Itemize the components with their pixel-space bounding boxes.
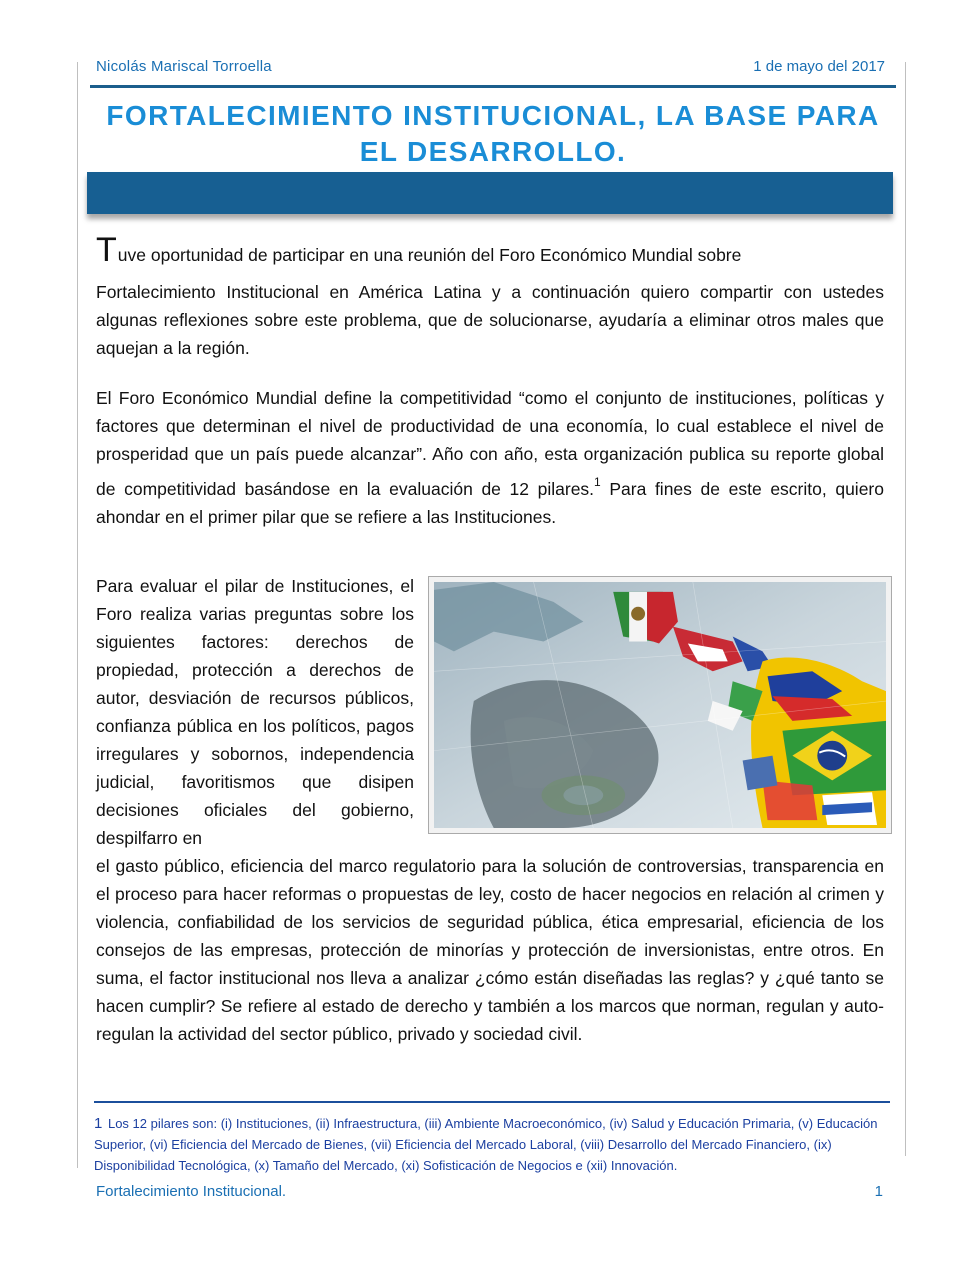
competitiveness-text: El Foro Económico Mundial define la competitividad “como el conjunto de instituciones, políticas y factores que determinan el nivel de productividad de una economía, lo cual establece el nivel de prosperidad que un país puede alcanzar”. Año con año, esta organización publica su reporte global de competitividad basándose en la evaluación de 12 pilares. (96, 388, 884, 499)
page-frame-right (905, 62, 906, 1156)
drop-cap: T (96, 231, 117, 269)
footnote (94, 1113, 884, 1176)
map-illustration (434, 582, 886, 828)
latin-america-flags-map-image (428, 576, 892, 834)
intro-rest-text: Fortalecimiento Institucional en América Latina y a continuación quiero compartir con ustedes algunas reflexiones sobre este problema, que de solucionarse, ayudaría a eliminar otros males que aquejan a la región. (96, 282, 884, 358)
page-frame-left (77, 62, 78, 1168)
footnote-reference[interactable]: 1 (594, 475, 601, 489)
footnote-mark: 1 (94, 1115, 103, 1132)
header-author: Nicolás Mariscal Torroella (96, 58, 272, 75)
page-number: 1 (874, 1183, 883, 1200)
footer-title: Fortalecimiento Institucional. (96, 1183, 287, 1200)
header-date: 1 de mayo del 2017 (753, 58, 885, 75)
document-title: FORTALECIMIENTO INSTITUCIONAL, LA BASE PARA EL DESARROLLO. (106, 100, 880, 167)
intro-first-line-text: uve oportunidad de participar en una reunión del Foro Económico Mundial sobre (117, 245, 742, 265)
paragraph-intro (96, 232, 884, 362)
paragraph-institutions-column: Para evaluar el pilar de Instituciones, el Foro realiza varias preguntas sobre los siguientes factores: derechos de propiedad, protección a derechos de autor, desviación de recursos públicos, confianza pública en los políticos, pagos irregulares y sobornos, independencia judicial, favoritismos que disipen decisiones oficiales del gobierno, despilfarro en (96, 576, 414, 848)
competitiveness-text-continued: Para fines de este escrito, quiero ahondar en el primer pilar que se refiere a las Instituciones. (96, 479, 884, 527)
footnote-text: Los 12 pilares son: (i) Instituciones, (ii) Infraestructura, (iii) Ambiente Macroeconómico, (iv) Salud y Educación Primaria, (v) Educación Superior, (vi) Eficiencia del Mercado de Bienes, (vii) Eficiencia del Mercado Laboral, (viii) Desarrollo del Mercado Financiero, (ix) Disponibilidad Tecnológica, (x) Tamaño del Mercado, (xi) Sofisticación de Negocios e (xii) Innovación. (94, 1116, 878, 1173)
footnote-divider (94, 1101, 890, 1103)
paragraph-competitiveness (96, 384, 884, 531)
paragraph-institutions-continued: el gasto público, eficiencia del marco regulatorio para la solución de controversias, transparencia en el proceso para hacer reformas o propuestas de ley, costo de hacer negocios en relación al crimen y violencia, confiabilidad de los servicios de seguridad pública, ética empresarial, eficiencia de los consejos de las empresas, protección de minorías y protección de inversionistas, entre otros. En suma, el factor institucional nos lleva a analizar ¿cómo están diseñadas las reglas? y ¿qué tanto se hacen cumplir? Se refiere al estado de derecho y también a los marcos que norman, regulan y auto-regulan la actividad del sector público, privado y sociedad civil. (96, 856, 884, 1044)
header-divider (90, 85, 896, 88)
intro-first-line (96, 232, 884, 278)
title-banner-bar (87, 172, 893, 214)
